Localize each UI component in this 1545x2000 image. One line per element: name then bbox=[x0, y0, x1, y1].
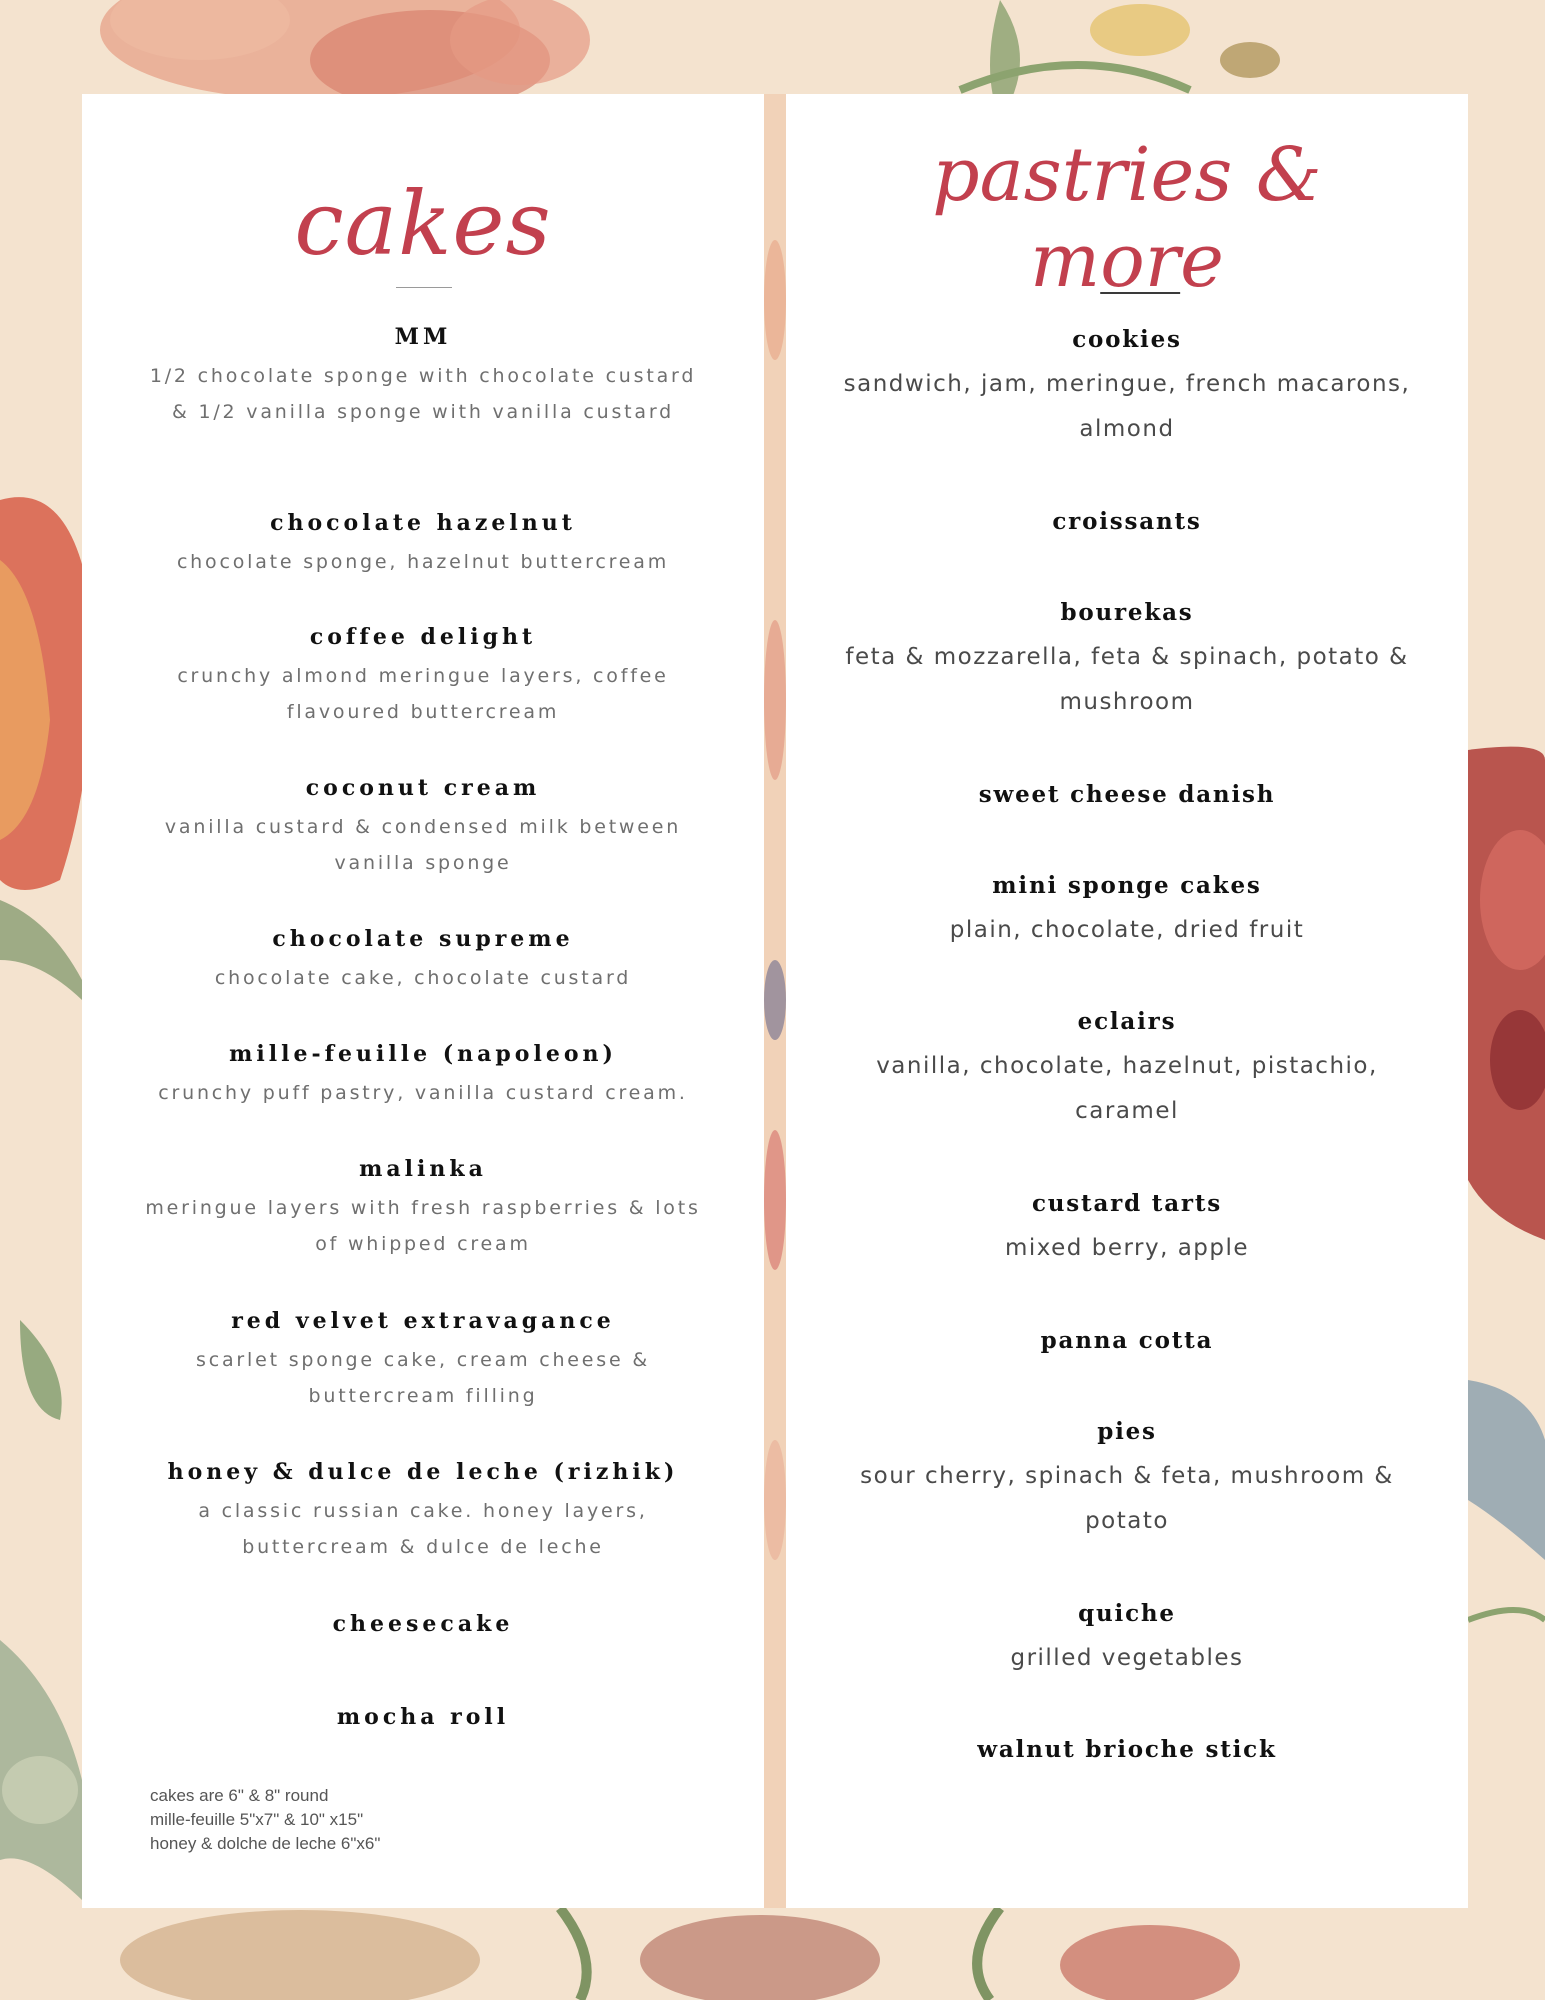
pastry-description: sandwich, jam, meringue, french macarons, almond bbox=[843, 371, 1411, 442]
cake-description: 1/2 chocolate sponge with chocolate custard & 1/2 vanilla sponge with vanilla custard bbox=[149, 365, 697, 423]
pastry-name: mini sponge cakes bbox=[992, 872, 1262, 899]
pastry-name: eclairs bbox=[1077, 1008, 1177, 1035]
cake-item-chocolate-hazelnut bbox=[82, 508, 764, 580]
pastry-item-eclairs bbox=[786, 1006, 1468, 1134]
cake-item-cheesecake bbox=[82, 1609, 764, 1639]
cake-name: mocha roll bbox=[336, 1704, 510, 1730]
pastry-name: pies bbox=[1097, 1418, 1157, 1445]
cake-item-mm bbox=[82, 322, 764, 430]
pastry-name: bourekas bbox=[1060, 599, 1194, 626]
pastry-name: walnut brioche stick bbox=[977, 1736, 1277, 1763]
cake-name: MM bbox=[394, 324, 452, 350]
cake-description: chocolate cake, chocolate custard bbox=[214, 967, 632, 989]
note-line: honey & dolche de leche 6"x6" bbox=[150, 1834, 381, 1853]
pastry-item-croissants bbox=[786, 506, 1468, 538]
pastry-description: plain, chocolate, dried fruit bbox=[949, 917, 1305, 943]
cake-name: coconut cream bbox=[305, 775, 541, 801]
cake-item-red-velvet bbox=[82, 1306, 764, 1414]
cake-name: mille-feuille (napoleon) bbox=[229, 1041, 617, 1067]
pastries-menu-panel bbox=[786, 94, 1468, 1908]
pastry-item-custard-tarts bbox=[786, 1188, 1468, 1271]
cake-item-coffee-delight bbox=[82, 622, 764, 730]
pastry-name: quiche bbox=[1078, 1600, 1176, 1627]
cake-description: crunchy almond meringue layers, coffee flavoured buttercream bbox=[177, 665, 669, 723]
cake-name: red velvet extravagance bbox=[231, 1308, 615, 1334]
cake-item-honey-dulce-de-leche bbox=[82, 1457, 764, 1565]
note-line: mille-feuille 5"x7" & 10" x15" bbox=[150, 1810, 364, 1829]
pastry-item-walnut-brioche-stick bbox=[786, 1734, 1468, 1766]
pastry-item-mini-sponge-cakes bbox=[786, 870, 1468, 953]
cake-description: chocolate sponge, hazelnut buttercream bbox=[176, 551, 670, 573]
pastry-name: cookies bbox=[1072, 326, 1182, 353]
cake-description: a classic russian cake. honey layers, buttercream & dulce de leche bbox=[198, 1500, 648, 1558]
pastry-description: feta & mozzarella, feta & spinach, potato & mushroom bbox=[845, 644, 1409, 715]
cake-item-mocha-roll bbox=[82, 1702, 764, 1732]
pastry-description: sour cherry, spinach & feta, mushroom & potato bbox=[860, 1463, 1394, 1534]
pastry-item-quiche bbox=[786, 1598, 1468, 1681]
cakes-heading: cakes bbox=[294, 172, 552, 275]
pastry-item-pies bbox=[786, 1416, 1468, 1544]
title-divider bbox=[396, 287, 452, 288]
cake-name: honey & dulce de leche (rizhik) bbox=[167, 1459, 679, 1485]
pastries-heading-line1: pastries & bbox=[932, 132, 1322, 218]
pastry-name: sweet cheese danish bbox=[978, 781, 1276, 808]
cake-name: coffee delight bbox=[309, 624, 537, 650]
pastry-item-bourekas bbox=[786, 597, 1468, 725]
pastry-description: mixed berry, apple bbox=[1004, 1235, 1250, 1261]
pastry-name: custard tarts bbox=[1031, 1190, 1223, 1217]
pastries-heading bbox=[786, 132, 1468, 304]
cake-item-chocolate-supreme bbox=[82, 924, 764, 996]
pastry-description: vanilla, chocolate, hazelnut, pistachio, caramel bbox=[876, 1053, 1378, 1124]
pastry-item-sweet-cheese-danish bbox=[786, 779, 1468, 811]
cake-description: crunchy puff pastry, vanilla custard cream. bbox=[158, 1082, 688, 1104]
cake-description: vanilla custard & condensed milk between vanilla sponge bbox=[164, 816, 682, 874]
cake-size-notes bbox=[150, 1784, 380, 1856]
cake-item-coconut-cream bbox=[82, 773, 764, 881]
pastry-name: croissants bbox=[1052, 508, 1202, 535]
pastry-item-panna-cotta bbox=[786, 1325, 1468, 1357]
cake-description: scarlet sponge cake, cream cheese & buttercream filling bbox=[196, 1349, 650, 1407]
cake-name: chocolate supreme bbox=[272, 926, 574, 952]
cake-name: chocolate hazelnut bbox=[270, 510, 576, 536]
cake-name: malinka bbox=[359, 1156, 487, 1182]
pastry-item-cookies bbox=[786, 324, 1468, 452]
cakes-menu-panel bbox=[82, 94, 764, 1908]
cake-name: cheesecake bbox=[332, 1611, 514, 1637]
note-line: cakes are 6" & 8" round bbox=[150, 1786, 329, 1805]
pastry-description: grilled vegetables bbox=[1010, 1645, 1244, 1671]
pastry-name: panna cotta bbox=[1040, 1327, 1214, 1354]
cake-item-mille-feuille bbox=[82, 1039, 764, 1111]
cake-description: meringue layers with fresh raspberries & lots of whipped cream bbox=[145, 1197, 701, 1255]
cake-item-malinka bbox=[82, 1154, 764, 1262]
pastries-heading-line2: more bbox=[1030, 218, 1224, 304]
